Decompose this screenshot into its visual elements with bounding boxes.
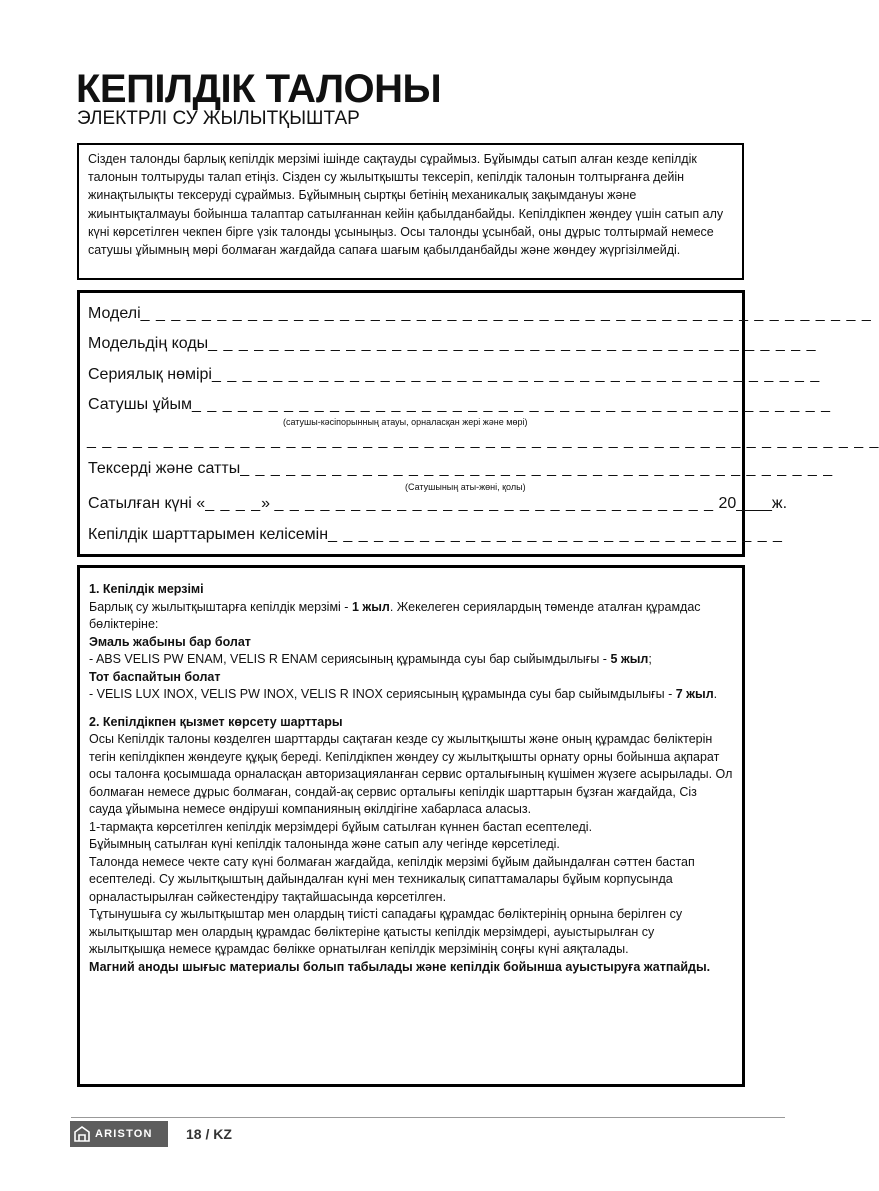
agree-field[interactable]: [88, 525, 783, 545]
sale-date-mid: »: [261, 495, 275, 512]
sale-year-blank: ____: [736, 495, 772, 512]
sale-year-suffix: ж.: [771, 495, 788, 512]
sale-date-field[interactable]: [88, 494, 788, 514]
inox-text: - VELIS LUX INOX, VELIS PW INOX, VELIS R INOX сериясының құрамында суы бар сыйымдылығы - 7 жыл.: [89, 687, 718, 701]
enamel-heading: Эмаль жабыны бар болат: [89, 634, 251, 649]
page-number: 18 / KZ: [186, 1126, 232, 1142]
footer-divider: [71, 1117, 785, 1118]
model-blank: _ _ _ _ _ _ _ _ _ _ _ _ _ _ _ _ _ _ _ _ _ _ _ _ _ _ _ _ _ _ _ _ _ _ _ _ _ _ _ _ _ _ _ _ _ _ _ _: [140, 305, 872, 322]
checked-note: (Сатушының аты-жөні, қолы): [405, 482, 526, 492]
house-icon: [74, 1126, 90, 1142]
model-code-blank: _ _ _ _ _ _ _ _ _ _ _ _ _ _ _ _ _ _ _ _ _ _ _ _ _ _ _ _ _ _ _ _ _ _ _ _ _ _ _ _: [208, 335, 817, 352]
checked-blank: _ _ _ _ _ _ _ _ _ _ _ _ _ _ _ _ _ _ _ _ _ _ _ _ _ _ _ _ _ _ _ _ _ _ _ _ _ _ _: [240, 460, 834, 477]
seller-blank: _ _ _ _ _ _ _ _ _ _ _ _ _ _ _ _ _ _ _ _ _ _ _ _ _ _ _ _ _ _ _ _ _ _ _ _ _ _ _ _ _ _: [192, 396, 832, 413]
serial-label: Сериялық нөмірі: [88, 366, 212, 383]
anode-note: Магний аноды шығыс материалы болып табылады және кепілдік бойынша ауыстыруға жатпайды.: [89, 959, 711, 974]
s2-paragraph-1: Осы Кепілдік талоны көзделген шарттарды сақтаған кезде су жылытқышты және оның құрамдас бөліктерін тегін кепілдікпен жөндеуге құқық береді. Кепілдікпен жөндеу су жылытқышты орнату орны бойынша ақпарат осы талонға қосымшада орналасқан авторизацияланған сервис орталығының күшімен жүзеге асырылады. Ол болмаған немесе дұрыс болмаған, сондай-ақ сервис орталығы кепілдік шарттарын бұзған жағдайда, Сіз сауда ұйымына немесе өндіруші компанияның өкілдігіне хабарласа аласыз.: [89, 732, 733, 816]
sale-year-prefix: 20: [714, 495, 737, 512]
s2-heading: 2. Кепілдікпен қызмет көрсету шарттары: [89, 714, 343, 729]
model-code-field[interactable]: [88, 334, 817, 354]
brand-name: ARISTON: [95, 1128, 153, 1140]
model-label: Моделі: [88, 305, 141, 322]
serial-blank: _ _ _ _ _ _ _ _ _ _ _ _ _ _ _ _ _ _ _ _ _ _ _ _ _ _ _ _ _ _ _ _ _ _ _ _ _ _ _ _: [211, 366, 821, 383]
terms-box: [77, 565, 745, 1087]
agree-blank: _ _ _ _ _ _ _ _ _ _ _ _ _ _ _ _ _ _ _ _ _ _ _ _ _ _ _ _ _ _: [328, 526, 783, 543]
sale-day-blank: _ _ _ _: [205, 495, 262, 512]
page-title: КЕПІЛДІК ТАЛОНЫ: [76, 67, 442, 111]
s2-paragraph-4: Талонда немесе чекте сату күні болмаған жағдайда, кепілдік мерзімі бұйым дайындалған сәттен бастап есептеледі. Су жылытқыштың дайындалған күні мен техникалық сипаттамалары бұйым корпусында орналастырылған сәйкестендіру тақтайшасында көрсетілген.: [89, 854, 695, 904]
s2-paragraph-5: Тұтынушыға су жылытқыштар мен олардың тиісті сападағы құрамдас бөліктерінің орнына берілген су жылытқыштар мен олардың құрамдас бөліктеріне қатысты кепілдік мерзімдері, ауыстырылған су жылытқышқа немесе құрамдас бөлікке орнатылған кепілдік мерзімінің соңғы күні аяқталады.: [89, 907, 683, 956]
checked-label: Тексерді және сатты: [88, 460, 241, 477]
warranty-form: [77, 290, 879, 557]
agree-label: Кепілдік шарттарымен келісемін: [88, 526, 329, 543]
model-code-label: Модельдің коды: [88, 335, 209, 352]
intro-box: [77, 143, 744, 280]
enamel-text: - ABS VELIS PW ENAM, VELIS R ENAM сериясының құрамында суы бар сыйымдылығы - 5 жыл;: [89, 652, 652, 666]
seller-note: (сатушы-кәсіпорынның атауы, орналасқан жері және мөрі): [283, 417, 528, 427]
inox-heading: Тот баспайтын болат: [89, 669, 221, 684]
model-field[interactable]: [88, 304, 872, 324]
checked-field[interactable]: [88, 459, 834, 479]
s1-text: Барлық су жылытқыштарға кепілдік мерзімі - 1 жыл. Жекелеген сериялардың төменде аталған құрамдас бөліктеріне:: [89, 599, 701, 631]
ariston-logo: [70, 1121, 168, 1147]
intro-text: Сізден талонды барлық кепілдік мерзімі ішінде сақтауды сұраймыз. Бұйымды сатып алған кезде кепілдік талонын толтыруды талап етіңіз. Сізден су жылытқышты тексеріп, кепілдік талонын толтырғанға дейін жинақтылықты тексеруді сұраймыз. Бұйымның сыртқы бетінің механикалық зақымдануы және жиынтықталмауы бойынша талаптар сатылғаннан кейін қабылданбайды. Кепілдікпен жөндеу үшін сатып алу күні көрсетілген чекпен бірге үзік талонды ұсыныңыз. Осы талонды ұсынбай, оны дұрыс толтырмай немесе сатушы ұйымның мөрі болмаған жағдайда сапаға шағым қабылданбайды және жөндеу жүргізілмейді.: [88, 152, 724, 258]
sale-date-label: Сатылған күні «: [88, 495, 206, 512]
seller-label: Сатушы ұйым: [88, 396, 193, 413]
serial-field[interactable]: [88, 365, 821, 385]
s2-paragraph-2: 1-тармақта көрсетілген кепілдік мерзімдері бұйым сатылған күннен бастап есептеледі.: [89, 819, 593, 834]
sale-month-blank: _ _ _ _ _ _ _ _ _ _ _ _ _ _ _ _ _ _ _ _ _ _ _ _ _ _ _ _ _: [274, 495, 715, 512]
s1-heading: 1. Кепілдік мерзімі: [89, 582, 204, 596]
seller-field[interactable]: [88, 395, 832, 415]
blank-line-field[interactable]: [87, 431, 879, 451]
page-subtitle: ЭЛЕКТРЛІ СУ ЖЫЛЫТҚЫШТАР: [77, 108, 360, 129]
s2-paragraph-3: Бұйымның сатылған күні кепілдік талонында және сатып алу чегінде көрсетіледі.: [89, 837, 560, 851]
blank-line: _ _ _ _ _ _ _ _ _ _ _ _ _ _ _ _ _ _ _ _ _ _ _ _ _ _ _ _ _ _ _ _ _ _ _ _ _ _ _ _ _ _ _ _ _ _ _ _ _ _ _ _: [87, 432, 879, 449]
